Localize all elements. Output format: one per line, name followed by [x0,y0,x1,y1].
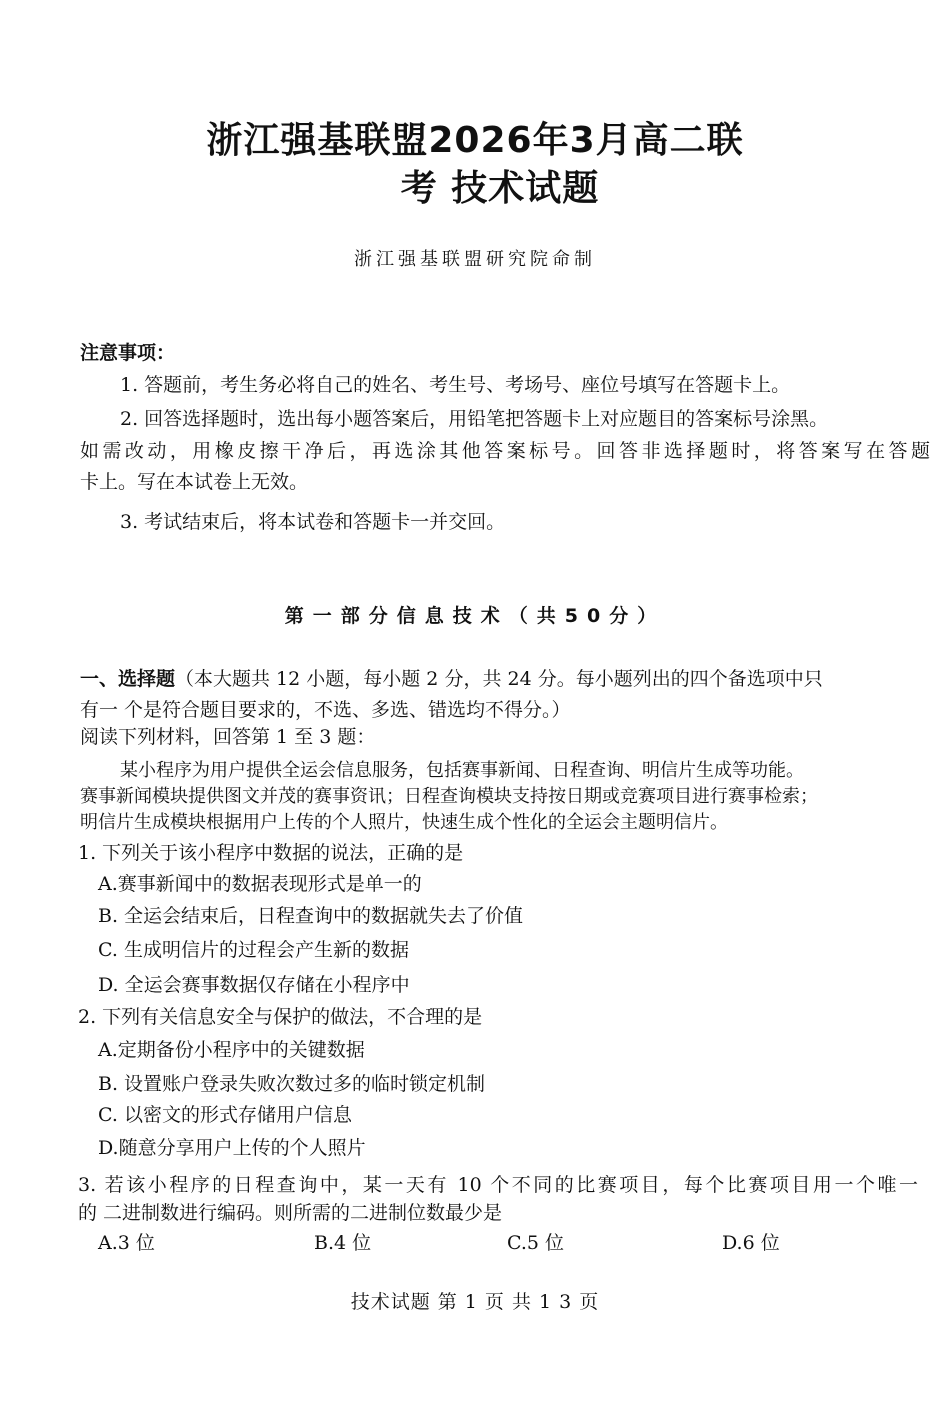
question-1-option-b: B. 全运会结束后，日程查询中的数据就失去了价值 [98,905,524,927]
question-3-option-c: C.5 位 [507,1232,565,1254]
material-line1: 某小程序为用户提供全运会信息服务，包括赛事新闻、日程查询、明信片生成等功能。 [120,760,804,781]
question-3-stem-line2: 的 二进制数进行编码。则所需的二进制位数最少是 [78,1202,503,1224]
exam-title-line2: 考 技术试题 [400,168,600,209]
section1-label: 一、选择题 [80,668,176,690]
notice-item-2-line1: 2. 回答选择题时，选出每小题答案后，用铅笔把答题卡上对应题目的答案标号涂黑。 [120,408,829,430]
section1-description-line2: 有一 个是符合题目要求的，不选、多选、错选均不得分。） [80,699,571,721]
question-2-option-d: D.随意分享用户上传的个人照片 [98,1137,366,1159]
exam-subtitle: 浙江强基联盟研究院命制 [354,249,596,270]
exam-title-line1: 浙江强基联盟2026年3月高二联 [206,120,744,161]
question-3-stem-line1: 3. 若该小程序的日程查询中，某一天有 10 个不同的比赛项目，每个比赛项目用一个唯一 [78,1174,918,1196]
question-2-option-b: B. 设置账户登录失败次数过多的临时锁定机制 [98,1073,486,1095]
question-1-option-c: C. 生成明信片的过程会产生新的数据 [98,939,409,961]
question-3-option-a: A.3 位 [98,1232,155,1254]
page-footer: 技术试题 第 1 页 共 1 3 页 [350,1291,600,1313]
question-3-option-b: B.4 位 [314,1232,372,1254]
section1-desc-text: （本大题共 12 小题，每小题 2 分，共 24 分。每小题列出的四个备选项中只 [175,668,823,690]
question-2-option-a: A.定期备份小程序中的关键数据 [98,1039,365,1061]
notice-item-3: 3. 考试结束后，将本试卷和答题卡一并交回。 [120,511,506,533]
notice-item-1: 1. 答题前，考生务必将自己的姓名、考生号、考场号、座位号填写在答题卡上。 [120,374,791,396]
question-3-option-d: D.6 位 [722,1232,780,1254]
question-1-option-d: D. 全运会赛事数据仅存储在小程序中 [98,974,410,996]
question-2-stem: 2. 下列有关信息安全与保护的做法，不合理的是 [78,1006,483,1028]
question-1-stem: 1. 下列关于该小程序中数据的说法，正确的是 [78,842,464,864]
section1-description-line1 [80,664,823,691]
material-line3: 明信片生成模块根据用户上传的个人照片，快速生成个性化的全运会主题明信片。 [80,812,728,833]
question-1-option-a: A.赛事新闻中的数据表现形式是单一的 [98,873,422,895]
notice-item-2-line2: 如需改动，用橡皮擦干净后，再选涂其他答案标号。回答非选择题时，将答案写在答题 [80,440,930,462]
material-line2: 赛事新闻模块提供图文并茂的赛事资讯；日程查询模块支持按日期或竞赛项目进行赛事检索； [80,786,818,807]
notice-heading: 注意事项： [80,342,176,364]
part-title: 第一部分信息技术（共50分） [284,605,666,627]
reading-prompt: 阅读下列材料，回答第 1 至 3 题： [80,726,376,748]
question-2-option-c: C. 以密文的形式存储用户信息 [98,1104,352,1126]
notice-item-2-line3: 卡上。写在本试卷上无效。 [80,471,309,493]
